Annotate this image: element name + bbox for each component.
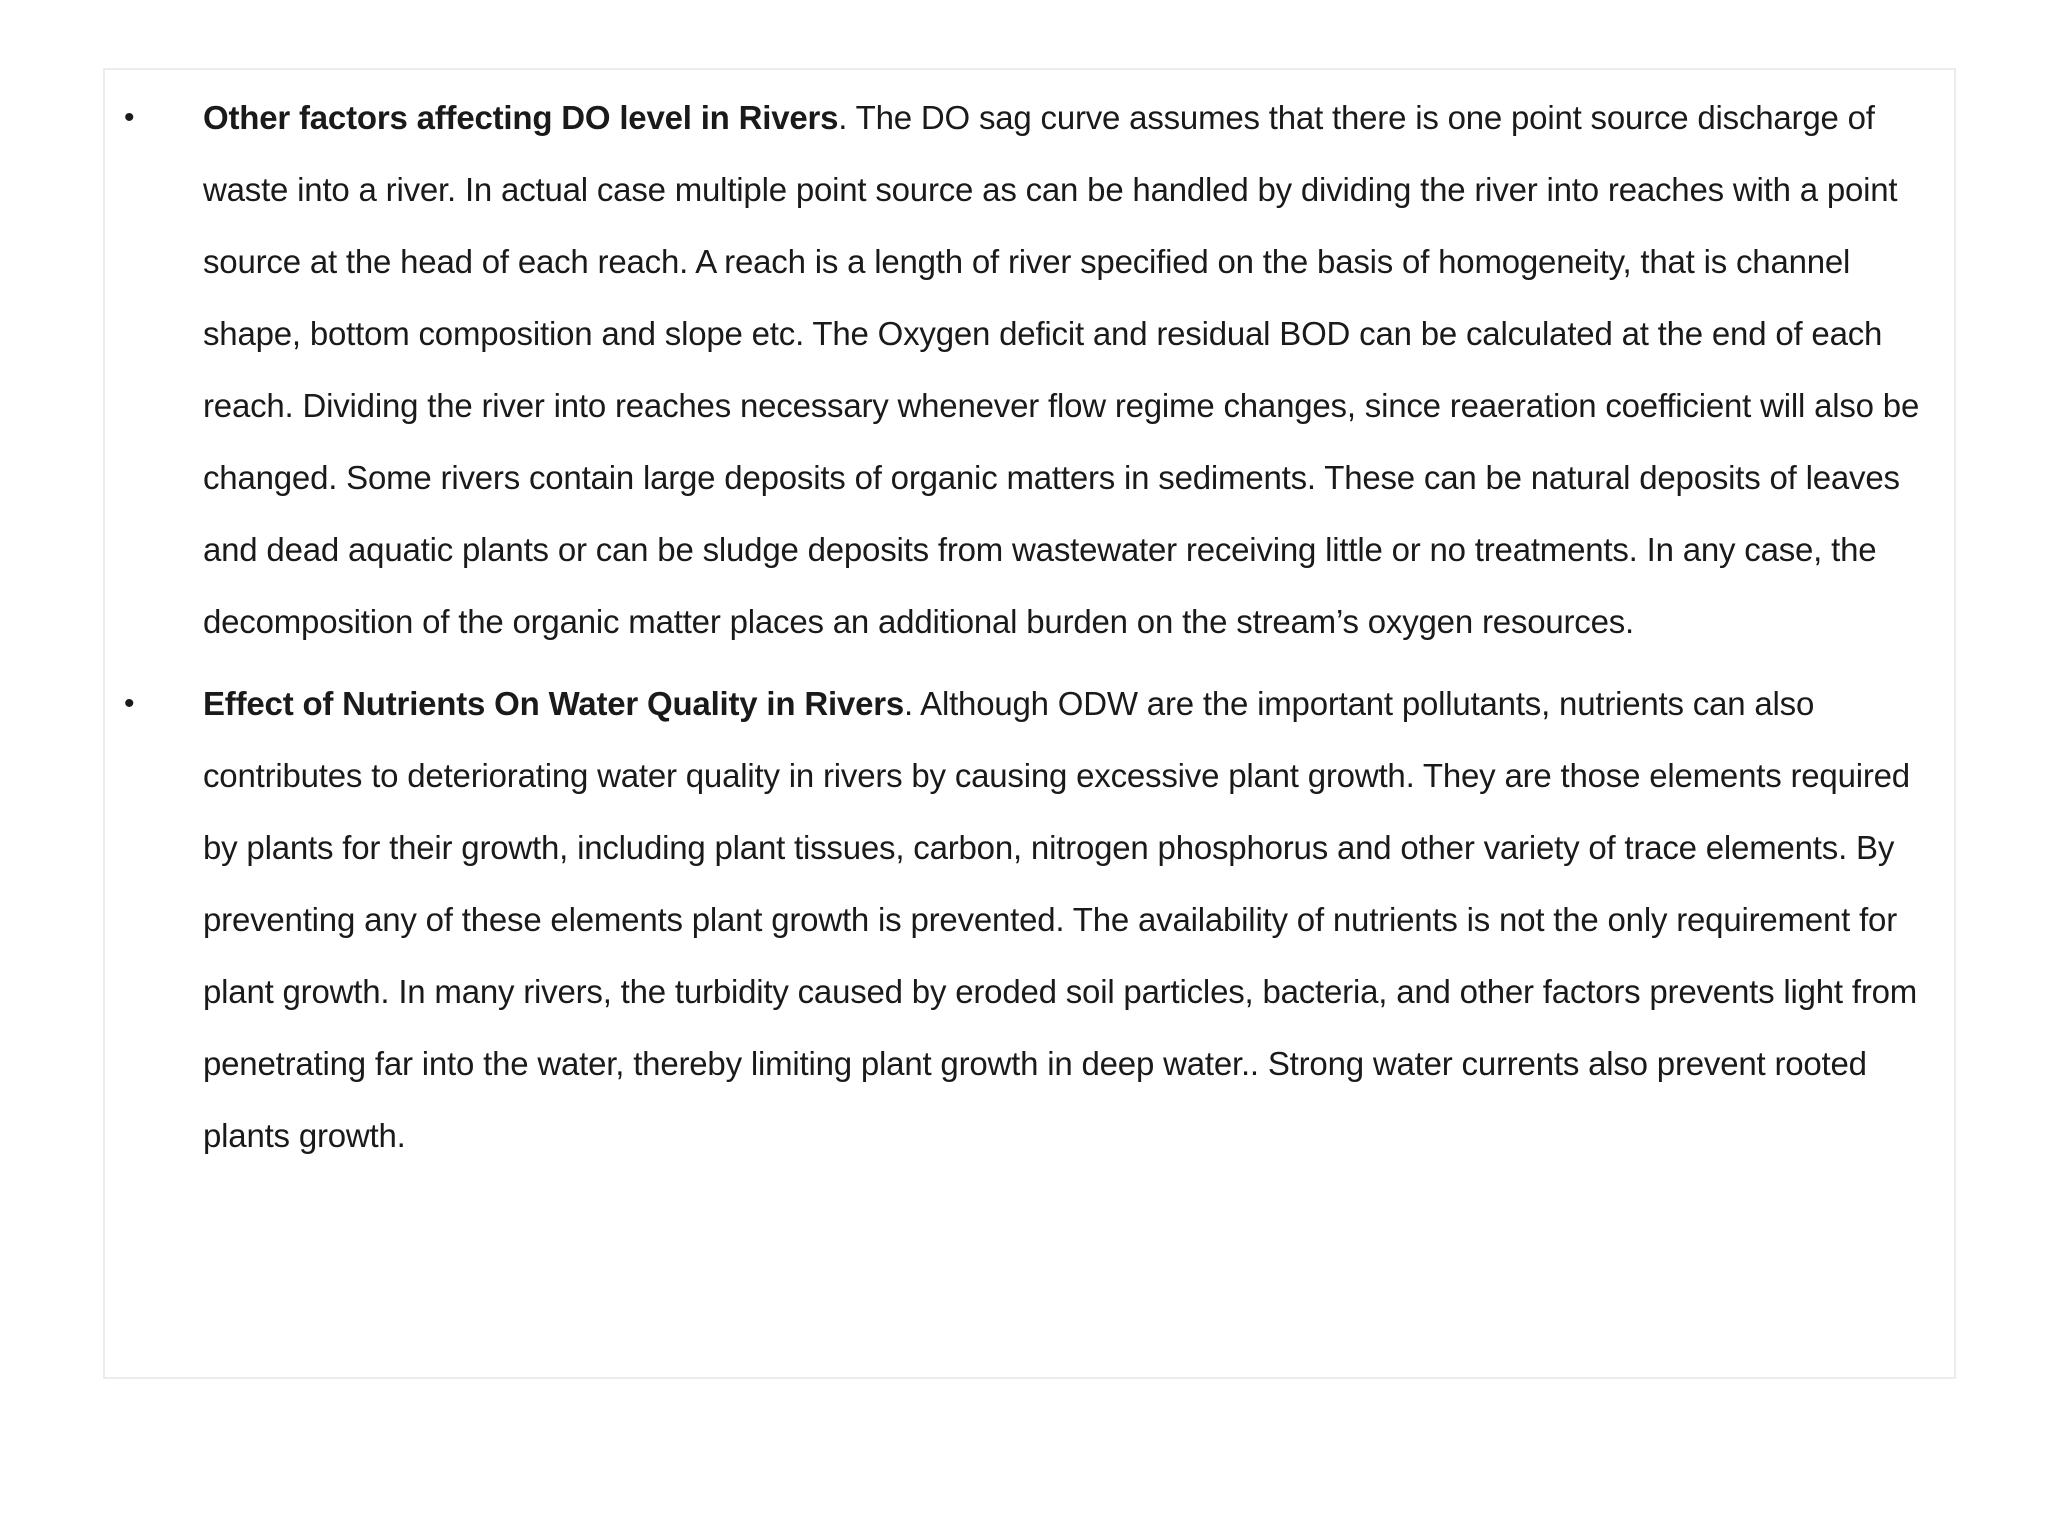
bullet-body: . The DO sag curve assumes that there is one point source discharge of waste into a river. In actual case multiple point source as can be handled by dividing the river into reaches with a point source at the head of each reach. A reach is a length of river specified on the basis of homogeneity, that is channel shape, bottom composition and slope etc. The Oxygen deficit and residual BOD can be calculated at the end of each reach. Dividing the river into reaches necessary whenever flow regime changes, since reaeration coefficient will also be changed. Some rivers contain large deposits of organic matters in sediments. These can be natural deposits of leaves and dead aquatic plants or can be sludge deposits from wastewater receiving little or no treatments. In any case, the decomposition of the organic matter places an additional burden on the stream’s oxygen resources. (203, 99, 1920, 640)
bullet-marker: • (124, 101, 135, 134)
bullet-heading: Effect of Nutrients On Water Quality in Rivers (203, 685, 905, 722)
bullet-list (105, 70, 1954, 1172)
content-text-box (103, 68, 1956, 1379)
bullet-heading: Other factors affecting DO level in Rivers (203, 99, 839, 136)
bullet-body: . Although ODW are the important pollutants, nutrients can also contributes to deteriorating water quality in rivers by causing excessive plant growth. They are those elements required by plants for their growth, including plant tissues, carbon, nitrogen phosphorus and other variety of trace elements. By preventing any of these elements plant growth is prevented. The availability of nutrients is not the only requirement for plant growth. In many rivers, the turbidity caused by eroded soil particles, bacteria, and other factors prevents light from penetrating far into the water, thereby limiting plant growth in deep water.. Strong water currents also prevent rooted plants growth. (203, 685, 1918, 1154)
bullet-item-do-factors (105, 82, 1954, 658)
bullet-item-nutrients (105, 668, 1954, 1172)
bullet-marker: • (124, 687, 135, 720)
